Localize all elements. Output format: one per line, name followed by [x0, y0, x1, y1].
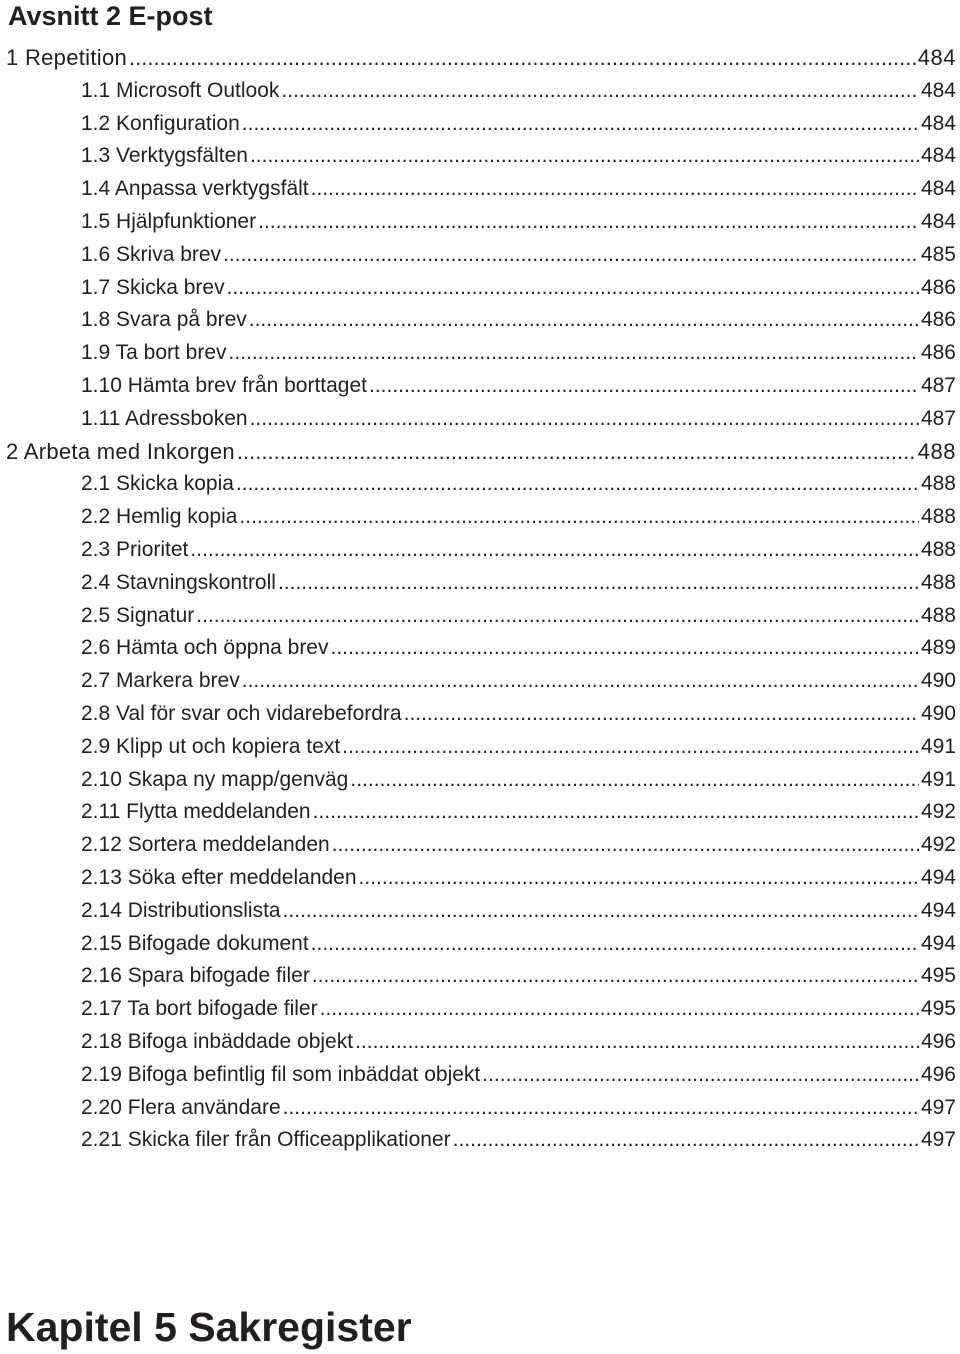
dot-leader	[129, 42, 916, 75]
dot-leader	[242, 665, 919, 698]
toc-page-number: 497	[920, 1128, 956, 1152]
toc-section-entry[interactable]	[0, 337, 960, 370]
toc-entry-label: 2.11 Flytta meddelanden	[81, 800, 311, 824]
toc-entry-label: 1.1 Microsoft Outlook	[81, 78, 280, 102]
toc-section-entry[interactable]	[0, 239, 960, 272]
dot-leader	[350, 764, 919, 797]
toc-page-number: 484	[920, 78, 956, 102]
dot-leader	[283, 895, 919, 928]
toc-section-entry[interactable]	[0, 862, 960, 895]
toc-chapter-entry[interactable]	[0, 42, 960, 75]
toc-section-entry[interactable]	[0, 1059, 960, 1092]
toc-section-entry[interactable]	[0, 370, 960, 403]
dot-leader	[242, 108, 919, 141]
toc-entry-label: 2.17 Ta bort bifogade filer	[81, 997, 318, 1021]
toc-page-number: 484	[920, 144, 956, 168]
dot-leader	[250, 140, 919, 173]
toc-page-number: 487	[920, 406, 956, 430]
toc-section-entry[interactable]	[0, 403, 960, 436]
toc-page-number: 487	[920, 373, 956, 397]
toc-section-entry[interactable]	[0, 698, 960, 731]
toc-section-entry[interactable]	[0, 993, 960, 1026]
toc-page-number: 494	[920, 898, 956, 922]
toc-section-entry[interactable]	[0, 796, 960, 829]
toc-chapter-entry[interactable]	[0, 436, 960, 469]
toc-page-number: 495	[920, 964, 956, 988]
dot-leader	[453, 1124, 919, 1157]
toc-section-entry[interactable]	[0, 534, 960, 567]
dot-leader	[250, 403, 919, 436]
toc-entry-label: 2.18 Bifoga inbäddade objekt	[81, 1029, 354, 1053]
toc-entry-label: 2.20 Flera användare	[81, 1095, 281, 1119]
toc-page-number: 492	[920, 833, 956, 857]
dot-leader	[229, 337, 919, 370]
toc-page-number: 488	[920, 472, 956, 496]
dot-leader	[249, 304, 919, 337]
toc-entry-label: 2.12 Sortera meddelanden	[81, 833, 330, 857]
dot-leader	[312, 960, 919, 993]
toc-page-number: 488	[920, 537, 956, 561]
toc-entry-label: 2.3 Prioritet	[81, 537, 189, 561]
toc-entry-label: 2.10 Skapa ny mapp/genväg	[81, 767, 349, 791]
toc-entry-label: 2.6 Hämta och öppna brev	[81, 636, 329, 660]
toc-page-number: 488	[917, 438, 956, 464]
section-title: Avsnitt 2 E-post	[8, 1, 213, 31]
toc-section-entry[interactable]	[0, 960, 960, 993]
toc-section-entry[interactable]	[0, 108, 960, 141]
toc-section-entry[interactable]	[0, 1026, 960, 1059]
dot-leader	[331, 632, 919, 665]
dot-leader	[283, 1092, 919, 1125]
dot-leader	[369, 370, 919, 403]
toc-section-entry[interactable]	[0, 895, 960, 928]
toc-entry-label: 1.3 Verktygsfälten	[81, 144, 248, 168]
toc-section-entry[interactable]	[0, 501, 960, 534]
toc-page-number: 489	[920, 636, 956, 660]
toc-entry-label: 1.11 Adressboken	[81, 406, 248, 430]
toc-page-number: 484	[920, 177, 956, 201]
dot-leader	[237, 436, 916, 469]
toc-section-entry[interactable]	[0, 600, 960, 633]
toc-section-entry[interactable]	[0, 632, 960, 665]
dot-leader	[281, 75, 919, 108]
dot-leader	[355, 1026, 919, 1059]
dot-leader	[239, 501, 919, 534]
toc-entry-label: 1.2 Konfiguration	[81, 111, 240, 135]
toc-page-number: 492	[920, 800, 956, 824]
toc-entry-label: 1.6 Skriva brev	[81, 242, 222, 266]
toc-page-number: 494	[920, 931, 956, 955]
toc-entry-label: 2.7 Markera brev	[81, 669, 240, 693]
toc-page-number: 485	[920, 242, 956, 266]
toc-section-entry[interactable]	[0, 829, 960, 862]
toc-entry-label: 2.19 Bifoga befintlig fil som inbäddat objekt	[81, 1062, 481, 1086]
dot-leader	[320, 993, 919, 1026]
chapter-title: Kapitel 5 Sakregister	[6, 1304, 412, 1350]
toc-page-number: 496	[920, 1062, 956, 1086]
toc-page-number: 496	[920, 1029, 956, 1053]
dot-leader	[342, 731, 919, 764]
dot-leader	[313, 796, 919, 829]
toc-entry-label: 1.9 Ta bort brev	[81, 341, 227, 365]
toc-page-number: 494	[920, 865, 956, 889]
dot-leader	[223, 239, 919, 272]
toc-entry-label: 1.5 Hjälpfunktioner	[81, 209, 257, 233]
toc-section-entry[interactable]	[0, 1124, 960, 1157]
dot-leader	[404, 698, 919, 731]
dot-leader	[482, 1059, 919, 1092]
dot-leader	[278, 567, 919, 600]
toc-page-number: 497	[920, 1095, 956, 1119]
dot-leader	[190, 534, 919, 567]
toc-section-entry[interactable]	[0, 272, 960, 305]
toc-entry-label: 2 Arbeta med Inkorgen	[6, 438, 235, 464]
toc-section-entry[interactable]	[0, 567, 960, 600]
dot-leader	[196, 600, 919, 633]
toc-page-number: 488	[920, 570, 956, 594]
toc-page-number: 484	[920, 209, 956, 233]
dot-leader	[332, 829, 919, 862]
toc-page-number: 490	[920, 701, 956, 725]
toc-section-entry[interactable]	[0, 764, 960, 797]
toc-section-entry[interactable]	[0, 140, 960, 173]
toc-page-number: 490	[920, 669, 956, 693]
toc-entry-label: 2.16 Spara bifogade filer	[81, 964, 310, 988]
toc-page-number: 488	[920, 603, 956, 627]
toc-section-entry[interactable]	[0, 304, 960, 337]
toc-entry-label: 2.13 Söka efter meddelanden	[81, 865, 357, 889]
toc-page-number: 491	[920, 734, 956, 758]
toc-entry-label: 1.10 Hämta brev från borttaget	[81, 373, 367, 397]
dot-leader	[311, 928, 919, 961]
toc-section-entry[interactable]	[0, 665, 960, 698]
toc-section-entry[interactable]	[0, 75, 960, 108]
table-of-contents	[0, 42, 960, 1157]
toc-section-entry[interactable]	[0, 928, 960, 961]
dot-leader	[311, 173, 919, 206]
toc-entry-label: 2.5 Signatur	[81, 603, 195, 627]
dot-leader	[236, 468, 919, 501]
dot-leader	[258, 206, 919, 239]
toc-entry-label: 2.9 Klipp ut och kopiera text	[81, 734, 341, 758]
toc-page-number: 491	[920, 767, 956, 791]
toc-section-entry[interactable]	[0, 468, 960, 501]
toc-section-entry[interactable]	[0, 173, 960, 206]
toc-section-entry[interactable]	[0, 731, 960, 764]
toc-page-number: 486	[920, 308, 956, 332]
toc-entry-label: 1 Repetition	[6, 45, 128, 70]
toc-entry-label: 2.21 Skicka filer från Officeapplikationer	[81, 1128, 451, 1152]
toc-page-number: 484	[920, 111, 956, 135]
toc-entry-label: 2.4 Stavningskontroll	[81, 570, 276, 594]
toc-entry-label: 1.8 Svara på brev	[81, 308, 247, 332]
toc-entry-label: 2.2 Hemlig kopia	[81, 505, 238, 529]
toc-page-number: 486	[920, 275, 956, 299]
toc-entry-label: 2.1 Skicka kopia	[81, 472, 234, 496]
toc-page-number: 484	[917, 45, 956, 70]
toc-entry-label: 2.8 Val för svar och vidarebefordra	[81, 701, 402, 725]
toc-section-entry[interactable]	[0, 206, 960, 239]
toc-page-number: 495	[920, 997, 956, 1021]
dot-leader	[227, 272, 919, 305]
toc-page-number: 488	[920, 505, 956, 529]
toc-entry-label: 1.7 Skicka brev	[81, 275, 225, 299]
toc-entry-label: 2.15 Bifogade dokument	[81, 931, 309, 955]
toc-section-entry[interactable]	[0, 1092, 960, 1125]
toc-entry-label: 2.14 Distributionslista	[81, 898, 281, 922]
toc-page-number: 486	[920, 341, 956, 365]
dot-leader	[359, 862, 919, 895]
toc-entry-label: 1.4 Anpassa verktygsfält	[81, 177, 309, 201]
